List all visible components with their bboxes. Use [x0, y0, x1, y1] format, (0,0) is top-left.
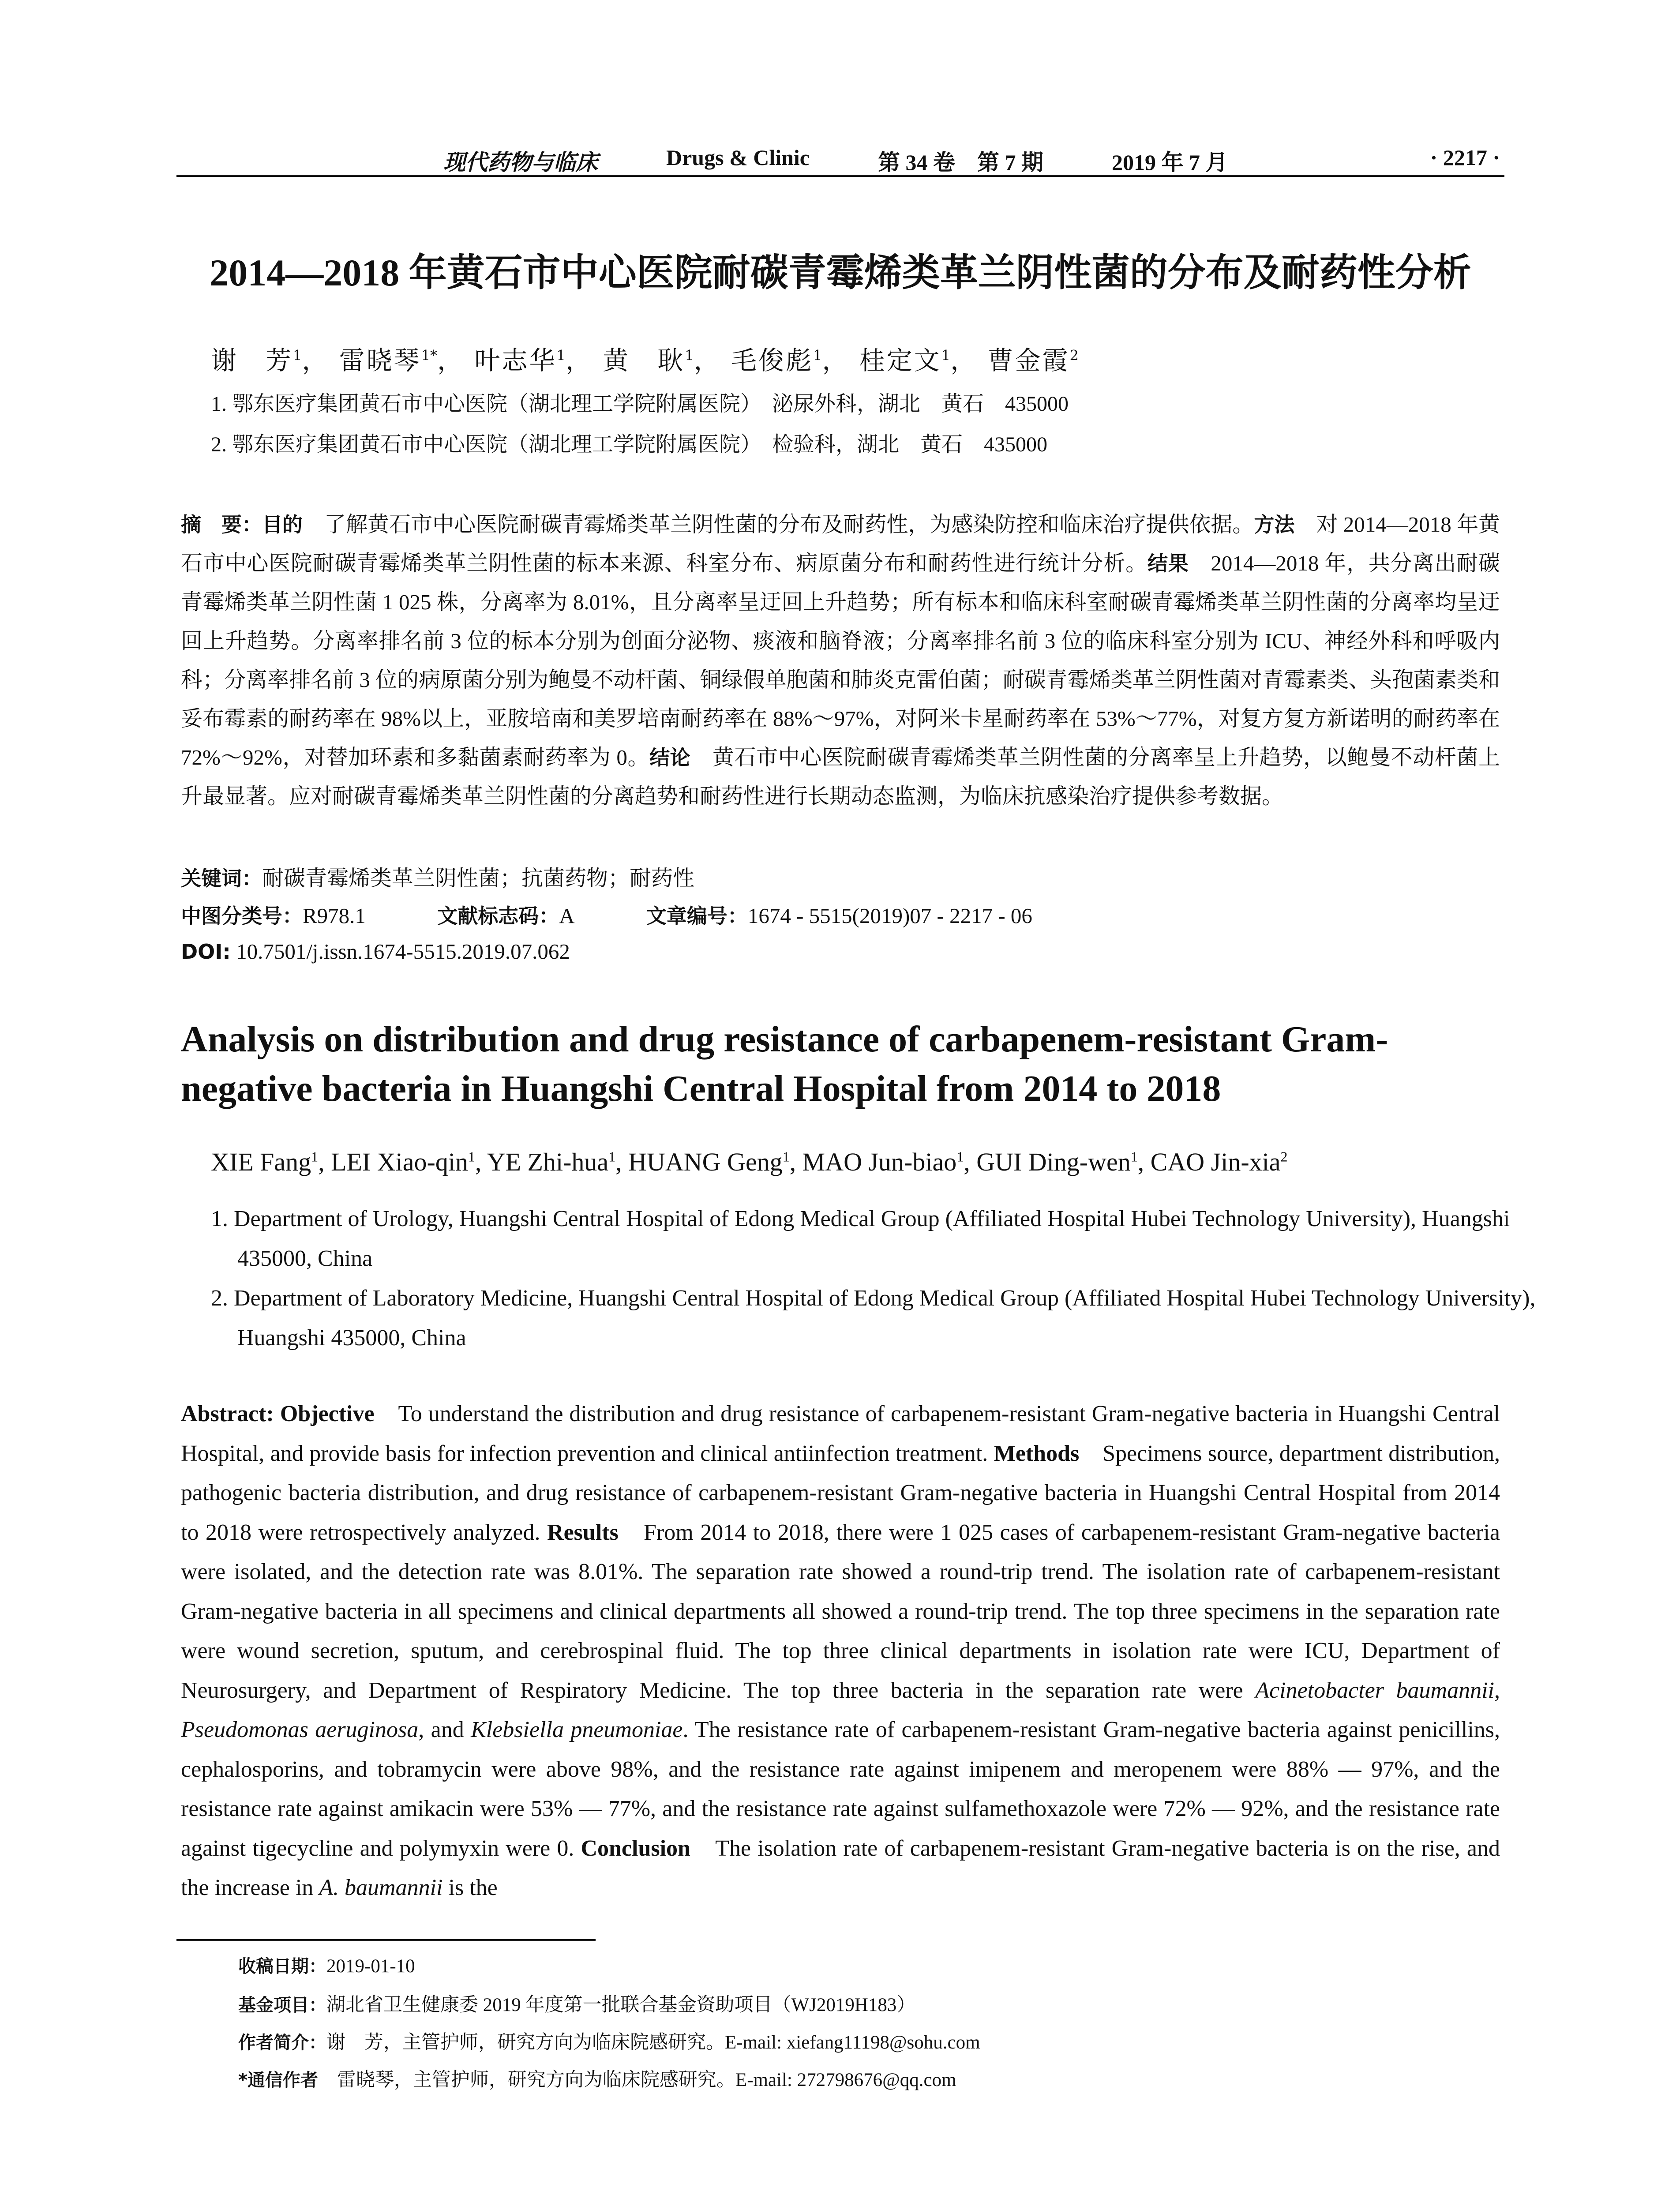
footnote-author-bio: 作者简介：谢 芳，主管护师，研究方向为临床院感研究。E-mail: xiefang11198@sohu.com [238, 2032, 980, 2053]
author-cn: 雷晓琴$^{1*}$， [339, 345, 465, 375]
author-cn: 叶志华$^1$， [474, 345, 593, 375]
conclusion-text-en: The isolation rate of carbapenem-resistant Gram-negative bacteria is on the rise, and the increase in [181, 1835, 1500, 1900]
author-en: YE Zhi-hua$^1$, [487, 1148, 629, 1176]
author-en: HUANG Geng$^1$, [628, 1148, 802, 1176]
article-title-en: Analysis on distribution and drug resistance of carbapenem-resistant Gram-negative bacteria in Huangshi Central Hospital from 2014 to 2018 [181, 1019, 1388, 1109]
doi-label: DOI: [181, 940, 231, 964]
results-text-en-sep: , and [418, 1717, 471, 1742]
conclusion-text-cn: 黄石市中心医院耐碳青霉烯类革兰阴性菌的分离率呈上升趋势，以鲍曼不动杆菌上升最显著。应对耐碳青霉烯类革兰阴性菌的分离趋势和耐药性进行长期动态监测，为临床抗感染治疗提供参考数据。 [181, 745, 1500, 808]
article-title-cn: 2014—2018 年黄石市中心医院耐碳青霉烯类革兰阴性菌的分布及耐药性分析 [210, 251, 1471, 294]
objective-text-cn: 了解黄石市中心医院耐碳青霉烯类革兰阴性菌的分布及耐药性，为感染防控和临床治疗提供依据。 [303, 512, 1254, 536]
author-cn: 谢 芳$^1$， [211, 345, 330, 375]
page-number: · 2217 · [1430, 145, 1500, 170]
classification-line [181, 900, 1099, 929]
author-cn: 黄 耿$^1$， [603, 345, 721, 375]
abstract-label-cn: 摘 要： [181, 513, 262, 536]
author-cn: 毛俊彪$^1$， [731, 345, 850, 375]
keywords-value: 耐碳青霉烯类革兰阴性菌；抗菌药物；耐药性 [262, 866, 695, 890]
author-en: XIE Fang$^1$, [211, 1148, 331, 1176]
abstract-label-en: Abstract: Objective [181, 1401, 375, 1426]
objective-text-en: To understand the distribution and drug resistance of carbapenem-resistant Gram-negative bacteria in Huangshi Central Hospital, and provide basis for infection prevention and clinical antiinfection treatment. [181, 1401, 1500, 1466]
abstract-en [181, 1394, 1500, 1908]
keywords-label: 关键词： [181, 867, 262, 890]
species-acinetobacter: Acinetobacter baumannii [1255, 1677, 1494, 1703]
volume-issue: 第 34 卷 第 7 期 [878, 150, 1043, 175]
author-list-en [211, 1147, 1287, 1177]
conclusion-label-en: Conclusion [581, 1835, 690, 1861]
results-label-cn: 结果 [1147, 552, 1189, 575]
footnote-divider [176, 1939, 596, 1941]
keywords-cn [181, 861, 694, 892]
conclusion-label-cn: 结论 [649, 746, 691, 769]
doi-value: 10.7501/j.issn.1674-5515.2019.07.062 [230, 939, 570, 964]
journal-name-en: Drugs & Clinic [666, 145, 810, 170]
results-text-en-rest: . The resistance rate of carbapenem-resistant Gram-negative bacteria against penicillins, cephalosporins, and tobramycin were above 98%, and the resistance rate against imipenem and meropenem were 88% — 97%, and the resistance rate against amikacin were 53% — 77%, and the resistance rate against sulfamethoxazole were 72% — 92%, and the resistance rate against tigecycline and polymyxin were 0. [181, 1717, 1500, 1861]
article-number: 文章编号：1674 - 5515(2019)07 - 2217 - 06 [646, 904, 1032, 928]
doi-line [181, 939, 570, 964]
methods-text-cn: 对 2014—2018 年黄石市中心医院耐碳青霉烯类革兰阴性菌的标本来源、科室分布、病原菌分布和耐药性进行统计分析。 [181, 512, 1500, 575]
footnote-corresponding: *通信作者 雷晓琴，主管护师，研究方向为临床院感研究。E-mail: 272798676@qq.com [238, 2070, 956, 2090]
methods-label-cn: 方法 [1254, 513, 1295, 536]
methods-label-en: Methods [994, 1441, 1080, 1466]
affiliation-cn-2: 2. 鄂东医疗集团黄石市中心医院（湖北理工学院附属医院） 检验科，湖北 黄石 435000 [211, 433, 1048, 456]
clc-number: 中图分类号：R978.1 [181, 904, 366, 928]
affiliation-en-2: 2. Department of Laboratory Medicine, Huangshi Central Hospital of Edong Medical Group (Affiliated Hospital Hubei Technology University), Huangshi 435000, China [211, 1286, 1536, 1351]
results-text-cn: 2014—2018 年，共分离出耐碳青霉烯类革兰阴性菌 1 025 株，分离率为 8.01%，且分离率呈迂回上升趋势；所有标本和临床科室耐碳青霉烯类革兰阴性菌的分离率均呈迂回上升趋势。分离率排名前 3 位的标本分别为创面分泌物、痰液和脑脊液；分离率排名前 3 位的临床科室分别为 ICU、神经外科和呼吸内科；分离率排名前 3 位的病原菌分别为鲍曼不动杆菌、铜绿假单胞菌和肺炎克雷伯菌；耐碳青霉烯类革兰阴性菌对青霉素类、头孢菌素类和妥布霉素的耐药率在 98%以上，亚胺培南和美罗培南耐药率在 88%～97%，对阿米卡星耐药率在 53%～77%，对复方复方新诺明的耐药率在 72%～92%，对替加环素和多黏菌素耐药率为 0。 [181, 551, 1500, 769]
issue-date: 2019 年 7 月 [1112, 150, 1228, 175]
author-cn: 桂定文$^1$， [859, 345, 978, 375]
affiliation-en-1: 1. Department of Urology, Huangshi Central Hospital of Edong Medical Group (Affiliated Hospital Hubei Technology University), Huangshi 435000, China [211, 1206, 1510, 1271]
author-en: MAO Jun-biao$^1$, [802, 1148, 977, 1176]
author-en: CAO Jin-xia$^2$ [1150, 1148, 1288, 1176]
affiliation-cn-1: 1. 鄂东医疗集团黄石市中心医院（湖北理工学院附属医院） 泌尿外科，湖北 黄石 435000 [211, 392, 1069, 416]
footnote-received: 收稿日期：2019-01-10 [238, 1956, 415, 1977]
document-code: 文献标志码：A [437, 904, 575, 928]
author-en: GUI Ding-wen$^1$, [976, 1148, 1151, 1176]
results-text-en-sep: , [1494, 1677, 1500, 1703]
author-en: LEI Xiao-qin$^1$, [331, 1148, 487, 1176]
author-cn: 曹金霞$^2$ [987, 345, 1079, 375]
abstract-cn [181, 505, 1500, 816]
species-klebsiella: Klebsiella pneumoniae [471, 1717, 683, 1742]
footnote-funding: 基金项目：湖北省卫生健康委 2019 年度第一批联合基金资助项目（WJ2019H183） [238, 1995, 916, 2015]
results-text-en: From 2014 to 2018, there were 1 025 cases of carbapenem-resistant Gram-negative bacteria were isolated, and the detection rate was 8.01%. The separation rate showed a round-trip trend. The isolation rate of carbapenem-resistant Gram-negative bacteria in all specimens and clinical departments all showed a round-trip trend. The top three specimens in the separation rate were wound secretion, sputum, and cerebrospinal fluid. The top three clinical departments in isolation rate were ICU, Department of Neurosurgery, and Department of Respiratory Medicine. The top three bacteria in the separation rate were [181, 1519, 1500, 1703]
species-pseudomonas: Pseudomonas aeruginosa [181, 1717, 419, 1742]
author-list-cn [211, 340, 1079, 377]
objective-label-cn: 目的 [262, 513, 303, 536]
species-abaumannii: A. baumannii [319, 1875, 443, 1900]
conclusion-text-en-end: is the [442, 1875, 498, 1900]
journal-name-cn: 现代药物与临床 [443, 149, 598, 175]
running-header [176, 140, 1504, 177]
methods-text-en: Specimens source, department distribution, pathogenic bacteria distribution, and drug resistance of carbapenem-resistant Gram-negative bacteria in Huangshi Central Hospital from 2014 to 2018 were retrospectively analyzed. [181, 1441, 1500, 1545]
results-label-en: Results [547, 1519, 619, 1545]
